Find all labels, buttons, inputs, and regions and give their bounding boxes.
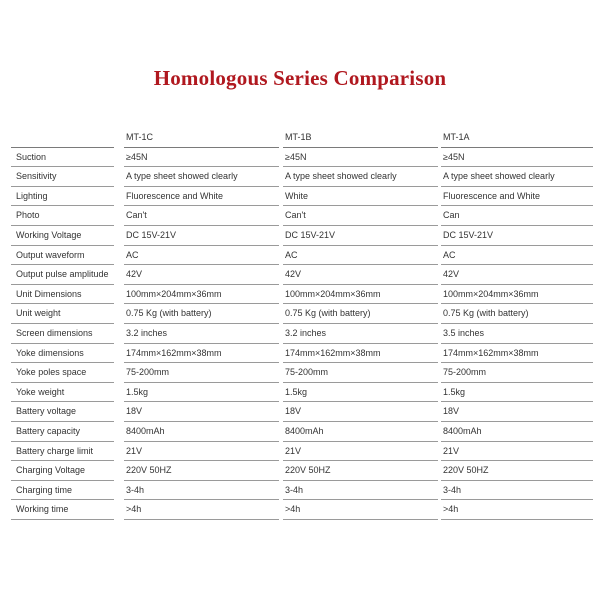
mt-1c-cell <box>124 226 279 246</box>
spec-label: Output waveform <box>16 249 85 260</box>
mt-1b-cell <box>283 324 438 344</box>
mt-1a-cell <box>441 500 593 520</box>
table-row <box>11 285 593 305</box>
mt-1a-cell <box>441 285 593 305</box>
spec-label: Output pulse amplitude <box>16 269 109 280</box>
spec-label: Charging time <box>16 484 73 495</box>
spec-value: A type sheet showed clearly <box>443 171 555 182</box>
spec-label: Yoke poles space <box>16 367 87 378</box>
column-header-mt-1b <box>283 128 438 148</box>
spec-value: 174mm×162mm×38mm <box>285 347 381 358</box>
spec-value: 8400mAh <box>285 425 324 436</box>
spec-value: 42V <box>443 269 460 280</box>
spec-label-cell <box>11 324 114 344</box>
spec-label: Charging Voltage <box>16 465 86 476</box>
spec-value: 21V <box>285 445 302 456</box>
spec-value: Fluorescence and White <box>443 190 541 201</box>
spec-value: A type sheet showed clearly <box>126 171 238 182</box>
spec-label-cell <box>11 442 114 462</box>
page-title: Homologous Series Comparison <box>153 66 447 90</box>
mt-1a-cell <box>441 148 593 168</box>
spec-value: >4h <box>126 504 142 515</box>
spec-value: 18V <box>443 406 460 417</box>
mt-1b-cell <box>283 363 438 383</box>
mt-1b-cell <box>283 304 438 324</box>
spec-label: Lighting <box>16 190 48 201</box>
column-header-label: MT-1B <box>285 132 312 142</box>
mt-1c-cell <box>124 148 279 168</box>
mt-1b-cell <box>283 481 438 501</box>
mt-1a-cell <box>441 226 593 246</box>
mt-1a-cell <box>441 422 593 442</box>
spec-label-cell <box>11 148 114 168</box>
spec-label: Suction <box>16 151 47 162</box>
table-header-row <box>11 128 593 148</box>
mt-1c-cell <box>124 422 279 442</box>
mt-1a-cell <box>441 187 593 207</box>
spec-value: 220V 50HZ <box>126 465 172 476</box>
spec-value: 3-4h <box>285 484 304 495</box>
spec-value: >4h <box>285 504 301 515</box>
mt-1a-cell <box>441 442 593 462</box>
mt-1c-cell <box>124 402 279 422</box>
spec-value: 3-4h <box>126 484 145 495</box>
row-divider <box>124 519 279 520</box>
mt-1a-cell <box>441 344 593 364</box>
table-row <box>11 402 593 422</box>
table-row <box>11 383 593 403</box>
column-header-label: MT-1A <box>443 132 470 142</box>
mt-1a-cell <box>441 481 593 501</box>
spec-label-cell <box>11 461 114 481</box>
spec-label: Battery voltage <box>16 406 77 417</box>
mt-1a-cell <box>441 304 593 324</box>
spec-value: White <box>285 190 309 201</box>
spec-value: 174mm×162mm×38mm <box>443 347 539 358</box>
spec-value: >4h <box>443 504 459 515</box>
spec-label: Screen dimensions <box>16 327 93 338</box>
mt-1c-cell <box>124 481 279 501</box>
spec-value: AC <box>126 249 139 260</box>
column-header-mt-1c <box>124 128 279 148</box>
spec-value: 21V <box>443 445 460 456</box>
row-divider <box>441 519 593 520</box>
spec-value: ≥45N <box>285 151 307 162</box>
spec-value: 0.75 Kg (with battery) <box>443 308 529 319</box>
spec-value: 18V <box>285 406 302 417</box>
spec-value: 220V 50HZ <box>285 465 331 476</box>
column-header-label: MT-1C <box>126 132 153 142</box>
table-row <box>11 265 593 285</box>
mt-1c-cell <box>124 246 279 266</box>
mt-1b-cell <box>283 265 438 285</box>
table-row <box>11 324 593 344</box>
spec-value: ≥45N <box>126 151 148 162</box>
spec-label-cell <box>11 187 114 207</box>
spec-value: Can <box>443 210 460 221</box>
spec-label: Working time <box>16 504 69 515</box>
spec-label-cell <box>11 265 114 285</box>
mt-1a-cell <box>441 206 593 226</box>
spec-value: A type sheet showed clearly <box>285 171 397 182</box>
spec-value: 75-200mm <box>443 367 487 378</box>
spec-value: DC 15V-21V <box>126 229 177 240</box>
mt-1a-cell <box>441 383 593 403</box>
spec-value: 3-4h <box>443 484 462 495</box>
spec-value: 3.5 inches <box>443 327 485 338</box>
mt-1b-cell <box>283 422 438 442</box>
mt-1c-cell <box>124 324 279 344</box>
mt-1b-cell <box>283 442 438 462</box>
spec-value: 174mm×162mm×38mm <box>126 347 222 358</box>
mt-1c-cell <box>124 265 279 285</box>
mt-1b-cell <box>283 167 438 187</box>
table-row <box>11 481 593 501</box>
spec-value: Fluorescence and White <box>126 190 224 201</box>
mt-1c-cell <box>124 167 279 187</box>
spec-label: Yoke dimensions <box>16 347 84 358</box>
spec-label: Yoke weight <box>16 386 65 397</box>
spec-label-cell <box>11 167 114 187</box>
spec-label-cell <box>11 304 114 324</box>
mt-1c-cell <box>124 206 279 226</box>
spec-value: DC 15V-21V <box>285 229 336 240</box>
spec-value: 8400mAh <box>443 425 482 436</box>
spec-label: Photo <box>16 210 40 221</box>
comparison-table <box>11 128 593 520</box>
mt-1b-cell <box>283 383 438 403</box>
mt-1a-cell <box>441 324 593 344</box>
spec-label-cell <box>11 363 114 383</box>
table-row <box>11 363 593 383</box>
spec-label-cell <box>11 226 114 246</box>
spec-label: Unit Dimensions <box>16 288 82 299</box>
mt-1a-cell <box>441 402 593 422</box>
spec-label: Working Voltage <box>16 229 82 240</box>
spec-value: 18V <box>126 406 143 417</box>
table-row <box>11 187 593 207</box>
spec-label: Battery capacity <box>16 425 81 436</box>
spec-value: DC 15V-21V <box>443 229 494 240</box>
mt-1b-cell <box>283 206 438 226</box>
spec-value: Can't <box>126 210 147 221</box>
mt-1a-cell <box>441 265 593 285</box>
spec-value: 42V <box>126 269 143 280</box>
spec-label-cell <box>11 246 114 266</box>
spec-label-cell <box>11 344 114 364</box>
table-row <box>11 246 593 266</box>
spec-value: 3.2 inches <box>285 327 327 338</box>
table-row <box>11 500 593 520</box>
spec-label-cell <box>11 383 114 403</box>
column-header-label <box>14 132 16 142</box>
spec-value: 1.5kg <box>126 386 149 397</box>
mt-1b-cell <box>283 187 438 207</box>
spec-label: Unit weight <box>16 308 61 319</box>
mt-1c-cell <box>124 500 279 520</box>
spec-value: 75-200mm <box>126 367 170 378</box>
table-row <box>11 461 593 481</box>
mt-1c-cell <box>124 363 279 383</box>
spec-label-cell <box>11 500 114 520</box>
mt-1c-cell <box>124 304 279 324</box>
spec-value: 1.5kg <box>285 386 308 397</box>
spec-value: 0.75 Kg (with battery) <box>126 308 212 319</box>
spec-label: Sensitivity <box>16 171 57 182</box>
spec-value: 21V <box>126 445 143 456</box>
table-row <box>11 206 593 226</box>
spec-label-cell <box>11 206 114 226</box>
spec-value: 100mm×204mm×36mm <box>443 288 539 299</box>
mt-1c-cell <box>124 285 279 305</box>
mt-1a-cell <box>441 363 593 383</box>
mt-1b-cell <box>283 246 438 266</box>
spec-value: 0.75 Kg (with battery) <box>285 308 371 319</box>
mt-1c-cell <box>124 461 279 481</box>
spec-value: 42V <box>285 269 302 280</box>
spec-value: Can't <box>285 210 306 221</box>
mt-1b-cell <box>283 461 438 481</box>
header-spacer-cell <box>11 128 114 148</box>
spec-value: 3.2 inches <box>126 327 168 338</box>
mt-1c-cell <box>124 442 279 462</box>
spec-value: 1.5kg <box>443 386 466 397</box>
mt-1b-cell <box>283 226 438 246</box>
spec-value: 8400mAh <box>126 425 165 436</box>
mt-1b-cell <box>283 148 438 168</box>
mt-1b-cell <box>283 402 438 422</box>
spec-value: 220V 50HZ <box>443 465 489 476</box>
row-divider <box>283 519 438 520</box>
mt-1a-cell <box>441 167 593 187</box>
mt-1c-cell <box>124 344 279 364</box>
column-header-mt-1a <box>441 128 593 148</box>
spec-label-cell <box>11 481 114 501</box>
table-row <box>11 226 593 246</box>
table-row <box>11 304 593 324</box>
spec-value: AC <box>285 249 298 260</box>
mt-1b-cell <box>283 500 438 520</box>
spec-label-cell <box>11 402 114 422</box>
spec-value: 75-200mm <box>285 367 329 378</box>
table-row <box>11 442 593 462</box>
mt-1a-cell <box>441 461 593 481</box>
table-row <box>11 344 593 364</box>
spec-value: AC <box>443 249 456 260</box>
mt-1b-cell <box>283 344 438 364</box>
table-row <box>11 148 593 168</box>
mt-1a-cell <box>441 246 593 266</box>
spec-value: 100mm×204mm×36mm <box>285 288 381 299</box>
spec-value: 100mm×204mm×36mm <box>126 288 222 299</box>
spec-label-cell <box>11 422 114 442</box>
row-divider <box>11 519 114 520</box>
mt-1b-cell <box>283 285 438 305</box>
spec-label: Battery charge limit <box>16 445 94 456</box>
mt-1c-cell <box>124 187 279 207</box>
mt-1c-cell <box>124 383 279 403</box>
table-row <box>11 167 593 187</box>
table-row <box>11 422 593 442</box>
spec-label-cell <box>11 285 114 305</box>
spec-value: ≥45N <box>443 151 465 162</box>
